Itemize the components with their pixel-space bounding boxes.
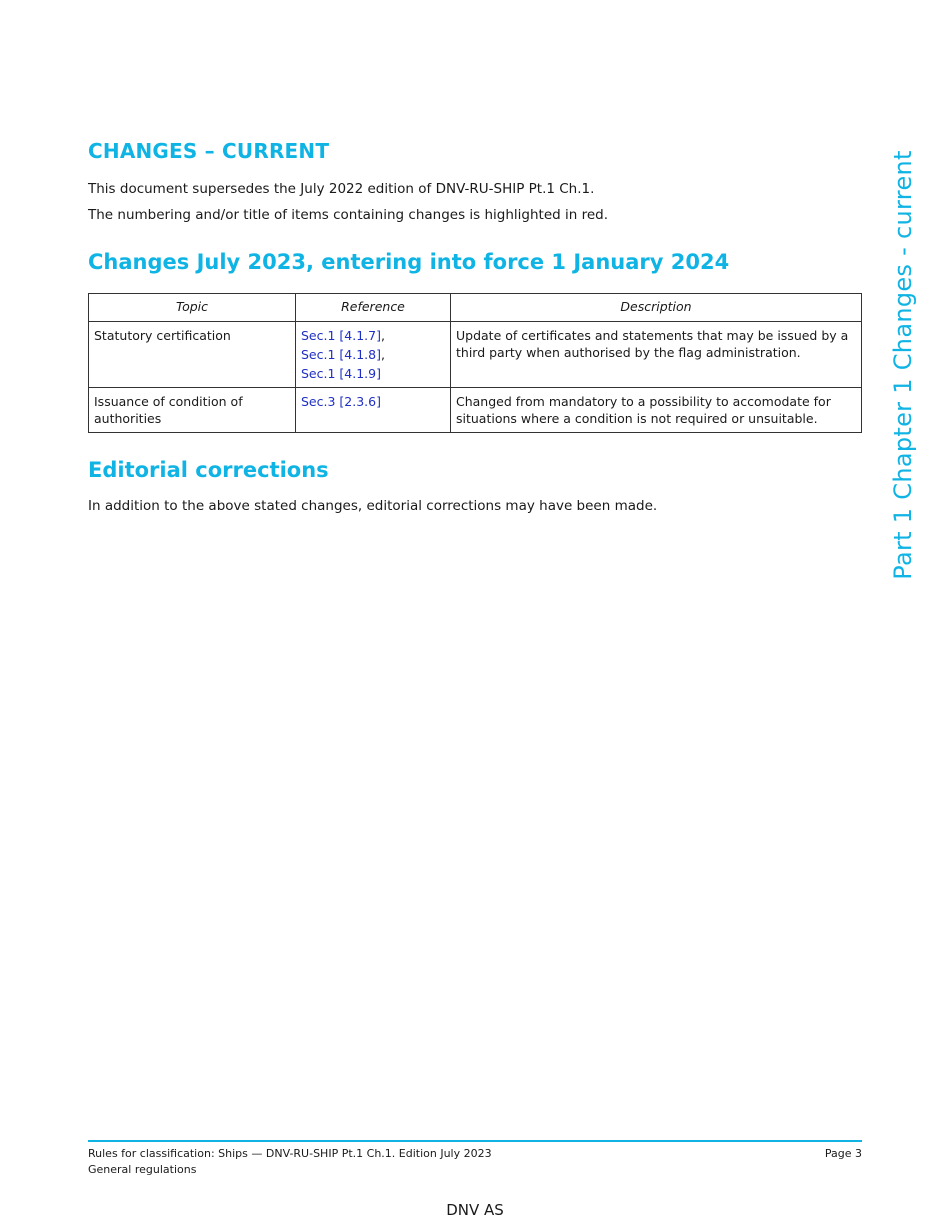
- changes-table: [88, 293, 862, 433]
- reference-link[interactable]: Sec.1 [4.1.9]: [301, 366, 381, 381]
- header-description: Description: [451, 294, 862, 322]
- cell-description: Update of certificates and statements that may be issued by a third party when authorised by the flag administration.: [451, 322, 862, 388]
- cell-reference: [296, 388, 451, 433]
- cell-topic: Statutory certification: [89, 322, 296, 388]
- ref-separator: ,: [380, 328, 385, 343]
- reference-link[interactable]: Sec.1 [4.1.7]: [301, 328, 381, 343]
- editorial-text: In addition to the above stated changes, editorial corrections may have been made.: [88, 498, 658, 514]
- footer-divider: [88, 1140, 862, 1142]
- intro-supersedes: This document supersedes the July 2022 edition of DNV-RU-SHIP Pt.1 Ch.1.: [88, 181, 595, 197]
- footer-document-title: Rules for classification: Ships — DNV-RU-SHIP Pt.1 Ch.1. Edition July 2023: [88, 1147, 492, 1160]
- changes-heading: Changes July 2023, entering into force 1 January 2024: [88, 250, 730, 274]
- table-row: [89, 388, 862, 433]
- footer-section: General regulations: [88, 1163, 197, 1176]
- page-heading: CHANGES – CURRENT: [88, 139, 330, 163]
- table-row: [89, 322, 862, 388]
- cell-topic: Issuance of condition of authorities: [89, 388, 296, 433]
- cell-reference: [296, 322, 451, 388]
- header-topic: Topic: [89, 294, 296, 322]
- sidebar-text: Part 1 Chapter 1 Changes - current: [889, 150, 917, 580]
- table-header-row: [89, 294, 862, 322]
- header-reference: Reference: [296, 294, 451, 322]
- ref-separator: ,: [380, 347, 385, 362]
- editorial-heading: Editorial corrections: [88, 458, 329, 482]
- reference-link[interactable]: Sec.3 [2.3.6]: [301, 394, 381, 409]
- reference-link[interactable]: Sec.1 [4.1.8]: [301, 347, 381, 362]
- footer-company: DNV AS: [446, 1201, 504, 1219]
- cell-description: Changed from mandatory to a possibility to accomodate for situations where a condition is not required or unsuitable.: [451, 388, 862, 433]
- intro-numbering: The numbering and/or title of items containing changes is highlighted in red.: [88, 207, 609, 223]
- footer-page-number: Page 3: [824, 1147, 862, 1160]
